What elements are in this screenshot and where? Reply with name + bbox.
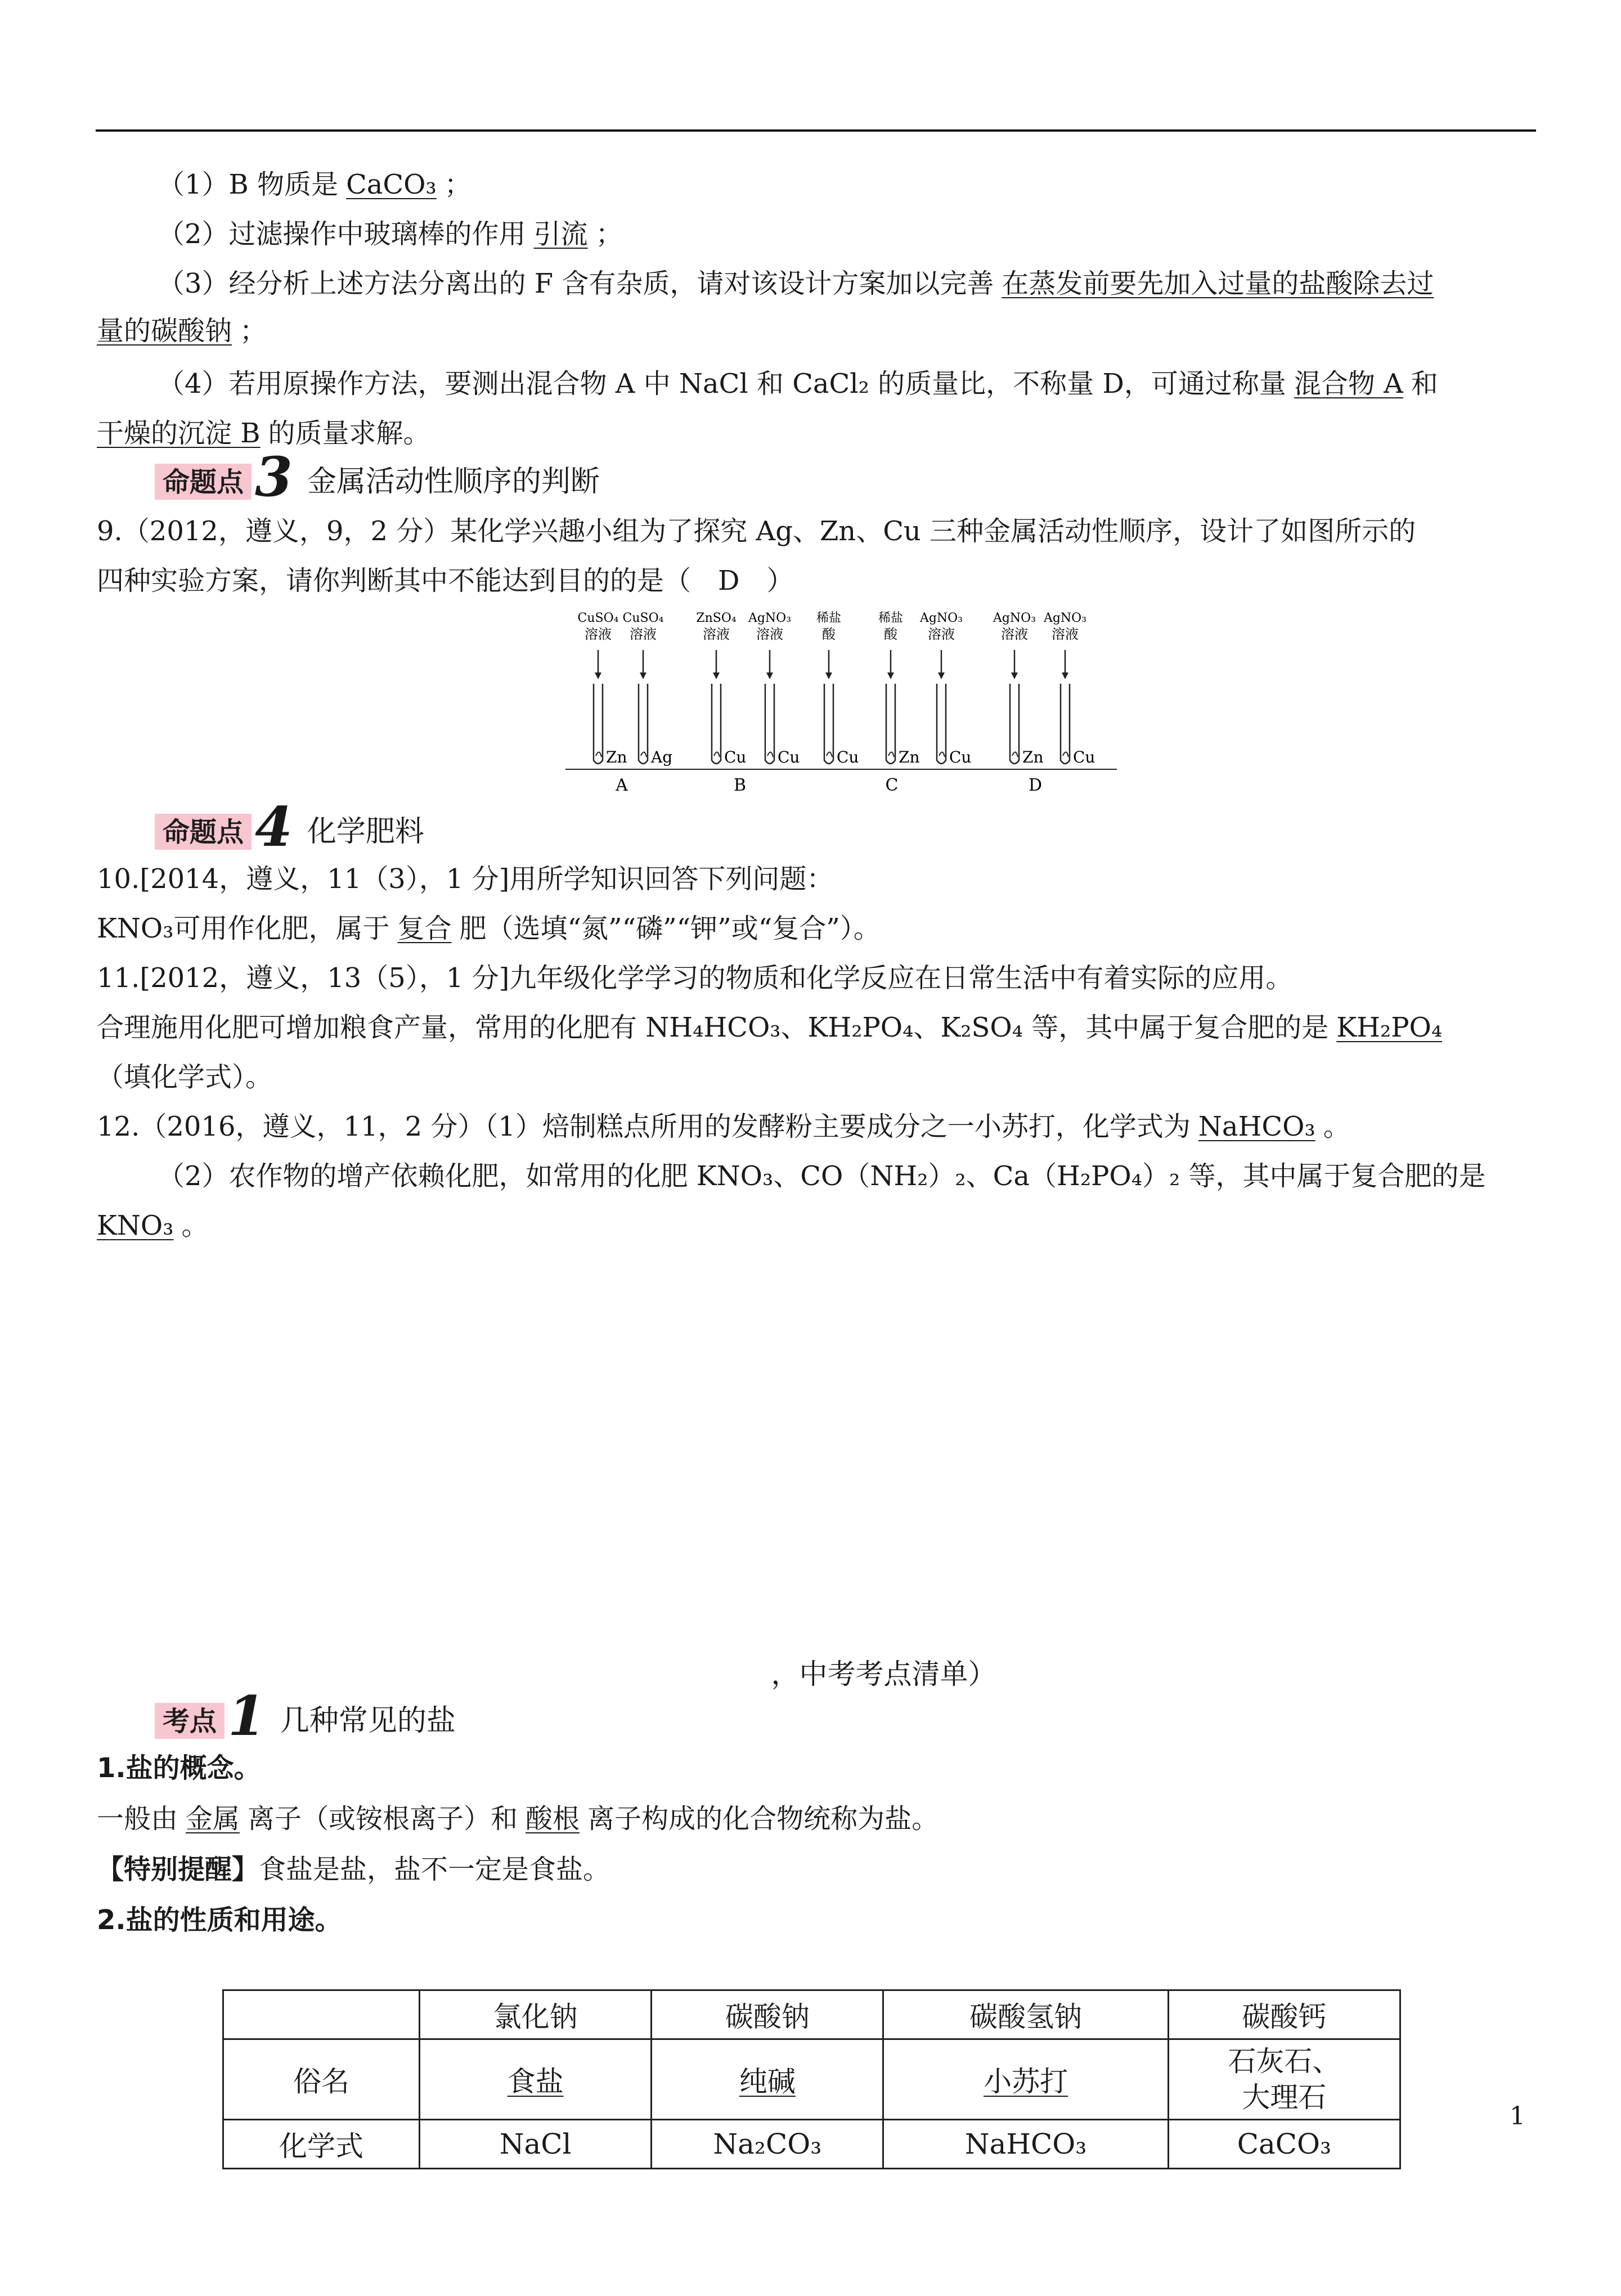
q11-line3: （填化学式）。 [97, 1061, 273, 1093]
metal-label: Cu [724, 748, 747, 766]
reagent-label: 溶液 [756, 626, 783, 642]
metal-label: Cu [1073, 748, 1095, 766]
reagent-label: 稀盐 [878, 611, 904, 625]
q8-part2: （2）过滤操作中玻璃棒的作用 引流 ； [158, 218, 623, 250]
group-label: C [885, 775, 899, 795]
table-header-cell: 氯化钠 [420, 1990, 652, 2039]
q8-part4: （4）若用原操作方法，要测出混合物 A 中 NaCl 和 CaCl₂ 的质量比，不称量 D，可通过称量 混合物 A 和 [158, 368, 1438, 400]
reagent-label: 酸 [822, 626, 836, 642]
reagent-label: AgNO₃ [993, 611, 1036, 625]
reagent-label: 溶液 [1001, 626, 1028, 642]
reagent-label: 酸 [884, 626, 897, 642]
metal-label: Cu [837, 748, 859, 766]
test-tube [824, 684, 833, 764]
group-label: D [1028, 775, 1043, 795]
q11-line1: 11.[2012，遵义，13（5），1 分]九年级化学学习的物质和化学反应在日常生活中有着实际的应用。 [97, 962, 1293, 994]
q8-part1: （1）B 物质是 CaCO₃ ； [158, 169, 472, 200]
section-title: ，中考考点清单） [771, 1658, 996, 1690]
arrow-head [825, 672, 832, 679]
table-cell: 小苏打 [883, 2039, 1168, 2120]
metal-piece [939, 752, 945, 757]
table-cell: 石灰石、 大理石 [1168, 2039, 1400, 2120]
test-tube [594, 684, 603, 764]
test-tube [765, 684, 774, 764]
metal-label: Zn [1022, 748, 1044, 766]
q8-part3-cont: 量的碳酸钠 ； [97, 315, 267, 347]
reagent-label: 溶液 [630, 626, 657, 642]
reagent-label: 溶液 [1052, 626, 1079, 642]
reagent-label: 溶液 [928, 626, 955, 642]
page-number: 1 [1510, 2102, 1525, 2131]
q9-line1: 9.（2012，遵义，9，2 分）某化学兴趣小组为了探究 Ag、Zn、Cu 三种金属活动性顺序，设计了如图所示的 [97, 515, 1416, 547]
table-row [223, 2039, 1400, 2120]
topic3-heading: 命题点 3 金属活动性顺序的判断 [155, 455, 600, 500]
group-label: A [616, 775, 628, 795]
test-tube [1010, 684, 1019, 764]
row-label: 化学式 [223, 2120, 420, 2169]
reagent-label: ZnSO₄ [696, 611, 737, 625]
metal-piece [714, 752, 720, 757]
table-cell: 食盐 [420, 2039, 652, 2120]
table-cell: 纯碱 [652, 2039, 883, 2120]
kp1-heading2: 2.盐的性质和用途。 [97, 1904, 342, 1936]
table-cell: NaCl [420, 2120, 652, 2169]
kp1-heading: 考点 1 几种常见的盐 [155, 1694, 456, 1739]
arrow-head [887, 672, 894, 679]
table-header-row [223, 1990, 1400, 2039]
arrow-head [938, 672, 945, 679]
metal-piece [596, 752, 601, 757]
q8-part4-cont: 干燥的沉淀 B 的质量求解。 [97, 418, 430, 449]
q12-line2: （2）农作物的增产依赖化肥，如常用的化肥 KNO₃、CO（NH₂）₂、Ca（H₂PO₄）₂ 等，其中属于复合肥的是 [158, 1160, 1486, 1192]
test-tube [886, 684, 895, 764]
test-tube [937, 684, 946, 764]
metal-label: Zn [899, 748, 920, 766]
reagent-label: 稀盐 [816, 611, 842, 625]
metal-piece [1063, 752, 1068, 757]
metal-label: Cu [949, 748, 972, 766]
table-row [223, 2120, 1400, 2169]
table-header-cell: 碳酸氢钠 [883, 1990, 1168, 2039]
metal-piece [767, 752, 773, 757]
group-label: B [733, 775, 747, 795]
metal-piece [888, 752, 894, 757]
metal-piece [1012, 752, 1018, 757]
arrow-head [713, 672, 720, 679]
test-tube [712, 684, 721, 764]
reagent-label: CuSO₄ [622, 611, 664, 625]
table-header-cell: 碳酸钠 [652, 1990, 883, 2039]
q10-line1: 10.[2014，遵义，11（3），1 分]用所学知识回答下列问题： [97, 863, 834, 895]
reagent-label: AgNO₃ [919, 611, 963, 625]
table-cell: CaCO₃ [1168, 2120, 1400, 2169]
metal-piece [827, 752, 832, 757]
q12-line3: KNO₃ 。 [97, 1210, 209, 1241]
metal-piece [641, 752, 646, 757]
salt-table [222, 1989, 1401, 2169]
header-rule [96, 129, 1536, 132]
arrow-head [640, 672, 646, 679]
arrow-head [1062, 672, 1068, 679]
table-cell: NaHCO₃ [883, 2120, 1168, 2169]
reagent-label: 溶液 [585, 626, 612, 642]
arrow-head [1011, 672, 1018, 679]
test-tube [639, 684, 648, 764]
q12-line1: 12.（2016，遵义，11，2 分）（1）焙制糕点所用的发酵粉主要成分之一小苏打，化学式为 NaHCO₃ 。 [97, 1111, 1350, 1142]
reagent-label: 溶液 [703, 626, 730, 642]
q10-line2: KNO₃可用作化肥，属于 复合 肥（选填“氮”“磷”“钾”或“复合”）。 [97, 913, 881, 944]
test-tube [1061, 684, 1070, 764]
experiment-figure [554, 605, 1128, 799]
arrow-head [595, 672, 601, 679]
reagent-label: CuSO₄ [577, 611, 619, 625]
metal-label: Zn [606, 748, 627, 766]
metal-label: Ag [651, 748, 673, 766]
kp1-reminder: 【特别提醒】食盐是盐，盐不一定是食盐。 [97, 1854, 610, 1885]
q9-line2: 四种实验方案，请你判断其中不能达到目的的是（ D ） [97, 565, 794, 597]
table-header-cell: 碳酸钙 [1168, 1990, 1400, 2039]
table-cell: Na₂CO₃ [652, 2120, 883, 2169]
kp1-heading1: 1.盐的概念。 [97, 1752, 261, 1784]
q11-line2: 合理施用化肥可增加粮食产量，常用的化肥有 NH₄HCO₃、KH₂PO₄、K₂SO₄ 等，其中属于复合肥的是 KH₂PO₄ [97, 1012, 1443, 1043]
row-label: 俗名 [223, 2039, 420, 2120]
reagent-label: AgNO₃ [1043, 611, 1087, 625]
table-header-cell [223, 1990, 420, 2039]
reagent-label: AgNO₃ [748, 611, 792, 625]
topic4-heading: 命题点 4 化学肥料 [155, 805, 424, 850]
arrow-head [766, 672, 773, 679]
kp1-definition: 一般由 金属 离子（或铵根离子）和 酸根 离子构成的化合物统称为盐。 [97, 1803, 939, 1835]
metal-label: Cu [778, 748, 800, 766]
q8-part3: （3）经分析上述方法分离出的 F 含有杂质，请对该设计方案加以完善 在蒸发前要先加入过量的盐酸除去过 [158, 268, 1434, 299]
